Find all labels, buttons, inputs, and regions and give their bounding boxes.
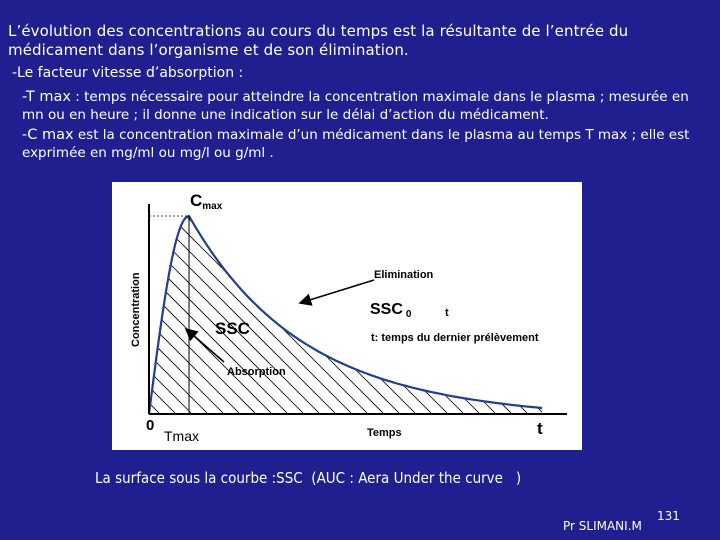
hatch-line xyxy=(156,202,368,414)
hatch-line xyxy=(172,202,384,414)
figure-caption: La surface sous la courbe :SSC (AUC : Aera Under the curve ) xyxy=(95,469,522,487)
hatch-line xyxy=(508,202,582,414)
ssc-formula-lower: 0 xyxy=(405,309,412,320)
x-axis-label: Temps xyxy=(367,427,402,439)
hatch-line xyxy=(556,202,582,414)
hatch-line xyxy=(188,202,400,414)
absorption-factor-heading: -Le facteur vitesse d’absorption : xyxy=(12,65,244,81)
cmax-term: -C max xyxy=(22,127,74,143)
hatch-line xyxy=(140,202,352,414)
ssc-formula-main: SSC xyxy=(370,301,403,318)
hatch-line xyxy=(124,202,336,414)
auc-hatch xyxy=(112,202,582,414)
hatch-line xyxy=(112,202,128,414)
hatch-line xyxy=(476,202,582,414)
hatch-line xyxy=(112,202,320,414)
ssc-label: SSC xyxy=(215,319,250,338)
elimination-label: Elimination xyxy=(374,269,434,281)
author: Pr SLIMANI.M xyxy=(563,519,642,533)
tmax-label: Tmax xyxy=(164,428,199,444)
hatch-line xyxy=(112,202,224,414)
ssc-formula xyxy=(370,301,412,320)
hatch-line xyxy=(412,202,582,414)
tmax-term: -T max xyxy=(22,89,71,105)
t-label: t xyxy=(537,419,543,438)
hatch-line xyxy=(396,202,582,414)
concentration-curve xyxy=(149,216,542,414)
hatch-line xyxy=(460,202,582,414)
origin-label: 0 xyxy=(146,417,155,434)
hatch-line xyxy=(572,202,582,414)
hatch-line xyxy=(300,202,512,414)
page-number: 131 xyxy=(657,509,680,523)
pharmacokinetic-curve-figure xyxy=(112,182,582,450)
y-axis-label: Concentration xyxy=(130,272,142,347)
intro-paragraph: L’évolution des concentrations au cours du temps est la résultante de l’entrée du médicament dans l’organisme et de son élimination. xyxy=(8,22,629,59)
hatch-line xyxy=(492,202,582,414)
t-definition: t: temps du dernier prélèvement xyxy=(371,332,539,344)
hatch-line xyxy=(444,202,582,414)
hatch-line xyxy=(380,202,582,414)
cmax-label-main: C xyxy=(190,191,203,210)
cmax-definition xyxy=(22,126,712,162)
absorption-label: Absorption xyxy=(227,366,286,378)
hatch-line xyxy=(252,202,464,414)
cmax-text: est la concentration maximale d’un médicament dans le plasma au temps T max ; elle est exprimée en mg/ml ou mg/l ou g/ml . xyxy=(22,127,690,161)
hatch-line xyxy=(540,202,582,414)
hatch-line xyxy=(316,202,528,414)
curve-svg xyxy=(112,182,582,450)
cmax-label-sub: max xyxy=(202,201,223,212)
cmax-label xyxy=(190,191,223,212)
ssc-formula-upper: t xyxy=(445,307,449,319)
tmax-text: : temps nécessaire pour atteindre la concentration maximale dans le plasma ; mesurée en mn ou en heure ; il donne une indication sur le délai d’action du médicament. xyxy=(22,89,689,123)
hatch-line xyxy=(332,202,544,414)
tmax-definition xyxy=(22,88,712,124)
hatch-line xyxy=(428,202,582,414)
hatch-line xyxy=(524,202,582,414)
hatch-line xyxy=(236,202,448,414)
elimination-arrow xyxy=(300,280,374,303)
